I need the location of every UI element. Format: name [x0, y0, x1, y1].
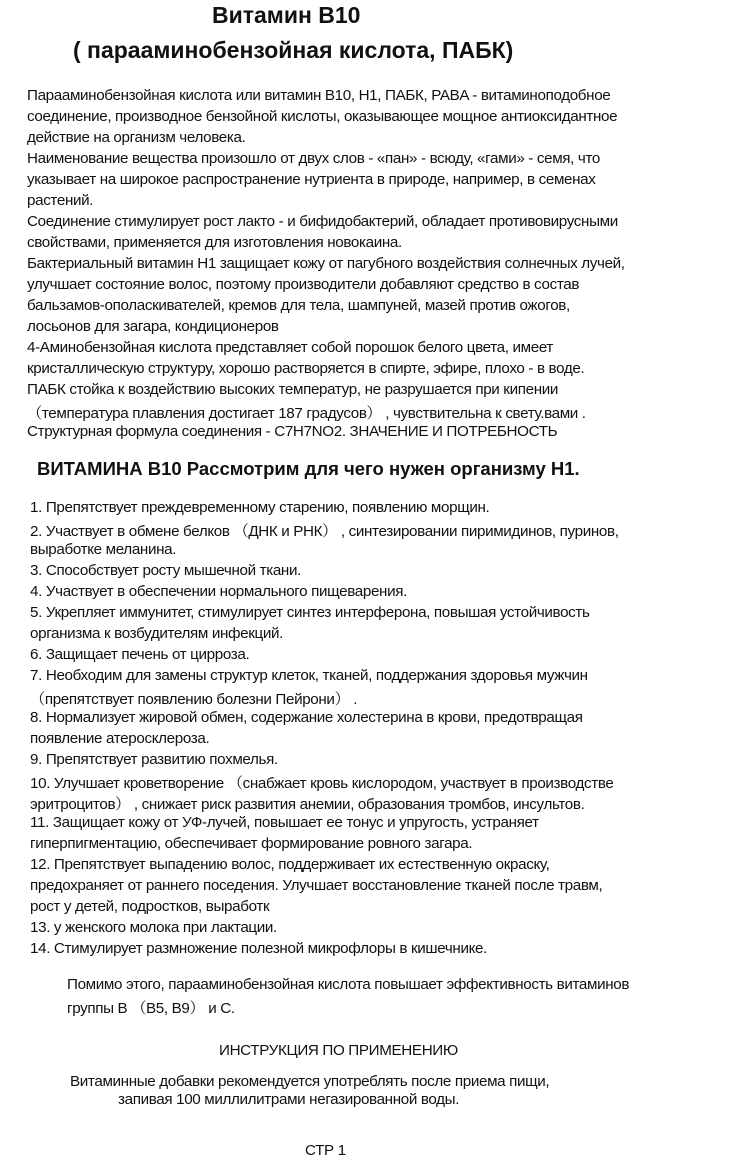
list-item: 7. Необходим для замены структур клеток, тканей, поддержания здоровья мужчин: [30, 667, 588, 684]
text-line: действие на организм человека.: [27, 129, 246, 146]
list-item: 1. Препятствует преждевременному старению, появлению морщин.: [30, 499, 490, 516]
document-title: Витамин В10: [212, 2, 361, 28]
text-line: бальзамов-ополаскивателей, кремов для тела, шампуней, мазей против ожогов,: [27, 297, 570, 314]
text-line: Витаминные добавки рекомендуется употреблять после приема пищи,: [70, 1073, 550, 1090]
list-item: 8. Нормализует жировой обмен, содержание холестерина в крови, предотвращая: [30, 709, 583, 726]
text-line: Наименование вещества произошло от двух слов - «пан» - всюду, «гами» - семя, что: [27, 150, 601, 167]
text-line: указывает на широкое распространение нутриента в природе, например, в семенах: [27, 171, 596, 188]
text-line: Бактериальный витамин Н1 защищает кожу от пагубного воздействия солнечных лучей,: [27, 255, 625, 272]
text-line: запивая 100 миллилитрами негазированной воды.: [118, 1091, 460, 1108]
text-line: ПАБК стойка к воздействию высоких температур, не разрушается при кипении: [27, 381, 559, 398]
list-item: 13. у женского молока при лактации.: [30, 919, 277, 936]
text-line: лосьонов для загара, кондиционеров: [27, 318, 279, 335]
list-item: （препятствует появлению болезни Пейрони） .: [30, 691, 358, 708]
text-line: соединение, производное бензойной кислоты, оказывающее мощное антиоксидантное: [27, 108, 618, 125]
page-number: СТР 1: [305, 1142, 346, 1159]
list-item: 4. Участвует в обеспечении нормального пищеварения.: [30, 583, 407, 600]
text-line: （температура плавления достигает 187 градусов） , чувствительна к свету.вами .: [27, 405, 586, 422]
list-item: 3. Способствует росту мышечной ткани.: [30, 562, 301, 579]
instructions-heading: ИНСТРУКЦИЯ ПО ПРИМЕНЕНИЮ: [219, 1042, 458, 1059]
list-item: 6. Защищает печень от цирроза.: [30, 646, 250, 663]
list-item: эритроцитов） , снижает риск развития анемии, образования тромбов, инсультов.: [30, 796, 585, 813]
text-line: свойствами, применяется для изготовления новокаина.: [27, 234, 402, 251]
text-line: Структурная формула соединения - C7H7NO2. ЗНАЧЕНИЕ И ПОТРЕБНОСТЬ: [27, 423, 558, 440]
text-line: Помимо этого, парааминобензойная кислота повышает эффективность витаминов: [67, 976, 630, 993]
text-line: улучшает состояние волос, поэтому производители добавляют средство в состав: [27, 276, 580, 293]
list-item: рост у детей, подростков, выработк: [30, 898, 270, 915]
list-item: 10. Улучшает кроветворение （снабжает кровь кислородом, участвует в производстве: [30, 775, 614, 792]
list-item: организма к возбудителям инфекций.: [30, 625, 284, 642]
list-item: 9. Препятствует развитию похмелья.: [30, 751, 278, 768]
list-item: выработке меланина.: [30, 541, 177, 558]
list-item: 11. Защищает кожу от УФ-лучей, повышает ее тонус и упругость, устраняет: [30, 814, 539, 831]
document-subtitle: ( парааминобензойная кислота, ПАБК): [73, 37, 514, 63]
text-line: Соединение стимулирует рост лакто - и бифидобактерий, обладает противовирусными: [27, 213, 618, 230]
text-line: группы В （В5, В9） и С.: [67, 1000, 235, 1017]
list-item: гиперпигментацию, обеспечивает формирование ровного загара.: [30, 835, 473, 852]
text-line: кристаллическую структуру, хорошо растворяется в спирте, эфире, плохо - в воде.: [27, 360, 585, 377]
list-item: 14. Стимулирует размножение полезной микрофлоры в кишечнике.: [30, 940, 488, 957]
section-heading: ВИТАМИНА В10 Рассмотрим для чего нужен организму Н1.: [37, 458, 580, 479]
list-item: появление атеросклероза.: [30, 730, 210, 747]
text-line: Парааминобензойная кислота или витамин В10, Н1, ПАБК, PABA - витаминоподобное: [27, 87, 611, 104]
list-item: 5. Укрепляет иммунитет, стимулирует синтез интерферона, повышая устойчивость: [30, 604, 590, 621]
text-line: 4-Аминобензойная кислота представляет собой порошок белого цвета, имеет: [27, 339, 554, 356]
text-line: растений.: [27, 192, 94, 209]
list-item: 2. Участвует в обмене белков （ДНК и РНК） , синтезировании пиримидинов, пуринов,: [30, 523, 619, 540]
list-item: 12. Препятствует выпадению волос, поддерживает их естественную окраску,: [30, 856, 550, 873]
list-item: предохраняет от раннего поседения. Улучшает восстановление тканей после травм,: [30, 877, 603, 894]
